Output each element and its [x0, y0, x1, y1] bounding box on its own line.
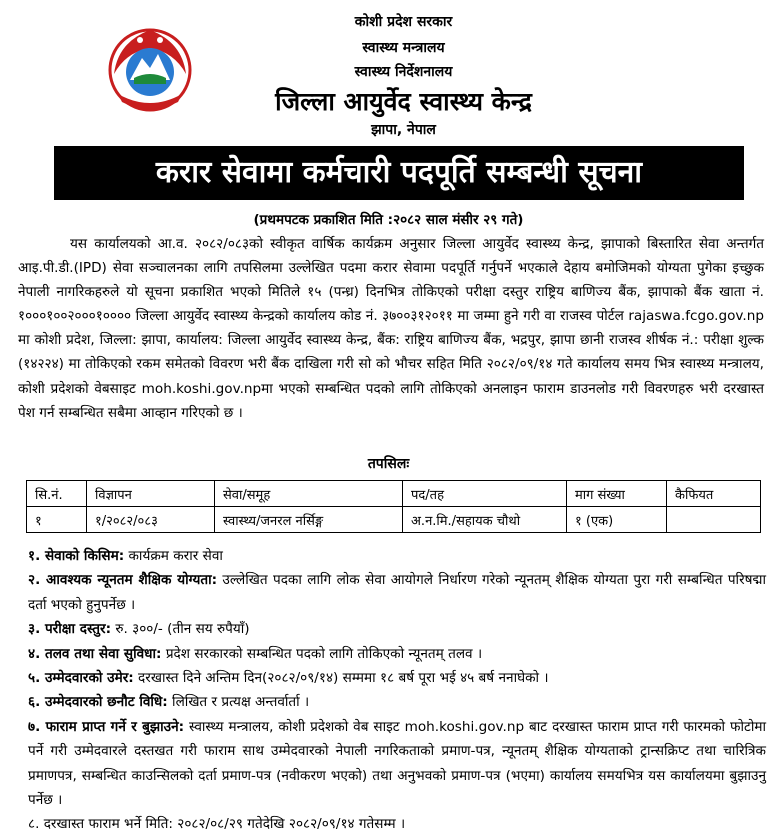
notice-body: यस कार्यालयको आ.व. २०८२/०८३को स्वीकृत वार्षिक कार्यक्रम अनुसार जिल्ला आयुर्वेद स्वास्थ्य केन्द्र, झापाको बिस्तारित सेवा अन्तर्गत आइ.पी.डी.(IPD) सेवा सञ्चालनका लागि तपसिलमा उल्लेखित पदमा करार सेवामा पदपूर्ति गर्नुपर्ने भएकाले देहाय बमोजिमको योग्यता पुगेका इच्छुक नेपाली नागरिकहरुले यो सूचना प्रकाशित भएको मितिले १५ (पन्ध्र) दिनभित्र तोकिएको परीक्षा दस्तुर राष्ट्रिय बाणिज्य बैंक, झापाको बैंक खाता नं. १०००१००२०००१०००० जिल्ला आयुर्वेद स्वास्थ्य केन्द्रको कार्यालय कोड नं. ३७००३१२०११ मा जम्मा हुने गरी वा राजस्व पोर्टल rajaswa.fcgo.gov.np मा कोशी प्रदेश, जिल्ला: झापा, कार्यालय: जिल्ला आयुर्वेद स्वास्थ्य केन्द्र, बैंक: राष्ट्रिय बाणिज्य बैंक, भद्रपुर, झापा छानी राजस्व शीर्षक नं.: परीक्षा शुल्क (१४२२४) मा तोकिएको रकम समेतको विवरण भरी बैंक दाखिला गरी सो को भौचर सहित मिति २०८२/०९/१४ गते कार्यालय समय भित्र स्वास्थ्य मन्त्रालय, कोशी प्रदेशको वेबसाइट moh.koshi.gov.npमा भएको सम्बन्धित पदको लागि तोकिएको अनलाइन फाराम डाउनलोड गरी विवरणहरु भरी दरखास्त पेश गर्न सम्बन्धित सबैमा आव्हान गरिएको छ ।	[18, 236, 764, 421]
list-item: ४. तलव तथा सेवा सुविधा: प्रदेश सरकारको सम्बन्धित पदको लागि तोकिएको न्यूनतम् तलव ।	[28, 645, 483, 662]
office-name: जिल्ला आयुर्वेद स्वास्थ्य केन्द्र	[275, 87, 532, 116]
table-header-row	[27, 481, 761, 507]
list-item: ८. दरखास्त फाराम भर्ने मिति: २०८२/०८/२९ गतेदेखि २०८२/०९/१४ गतेसम्म ।	[28, 816, 406, 833]
col-advertisement: विज्ञापन	[87, 481, 215, 507]
table-row	[27, 507, 761, 533]
office-location: झापा, नेपाल	[371, 122, 436, 138]
cell-service-group: स्वास्थ्य/जनरल नर्सिङ्ग	[215, 507, 403, 533]
ministry-name: स्वास्थ्य मन्त्रालय	[362, 40, 445, 56]
list-item: २. आवश्यक न्यूनतम शैक्षिक योग्यता: उल्लेखित पदका लागि लोक सेवा आयोगले निर्धारण गरेको न्यूनतम् शैक्षिक योग्यता पुरा गरी सम्बन्धित परिषद्मा दर्ता भएको हुनुपर्नेछ ।	[28, 572, 766, 613]
col-demand-count: माग संख्या	[567, 481, 667, 507]
conditions-list	[28, 544, 766, 837]
cell-remarks	[667, 507, 761, 533]
directorate-name: स्वास्थ्य निर्देशनालय	[354, 64, 453, 80]
cell-advertisement: १/२०८२/०८३	[87, 507, 215, 533]
list-item: ६. उम्मेदवारको छनौट विधि: लिखित र प्रत्यक्ष अन्तर्वार्ता ।	[28, 694, 310, 711]
details-heading: तपसिलः	[367, 456, 410, 472]
notice-title: करार सेवामा कर्मचारी पदपूर्ति सम्बन्धी सूचना	[54, 146, 744, 200]
publication-date: (प्रथमपटक प्रकाशित मिति :२०८२ साल मंसीर २९ गते)	[253, 212, 524, 228]
col-remarks: कैफियत	[667, 481, 761, 507]
col-service-group: सेवा/समूह	[215, 481, 403, 507]
list-item: ७. फाराम प्राप्त गर्ने र बुझाउने: स्वास्थ्य मन्त्रालय, कोशी प्रदेशको वेब साइट moh.koshi.gov.np बाट दरखास्त फाराम प्राप्त गरी फारमको फोटोमा पर्ने गरी उम्मेदवारले दस्तखत गरी फाराम साथ उम्मेदवारको नेपाली नगरिकताको प्रमाण-पत्र, न्यूनतम् शैक्षिक योग्यताको ट्रान्सक्रिप्ट तथा चारित्रिक प्रमाणपत्र, सम्बन्धित काउन्सिलको दर्ता प्रमाण-पत्र (नवीकरण भएको) तथा अनुभवको प्रमाण-पत्र (भएमा) कार्यालय समयभित्र यस कार्यालयमा बुझाउनु पर्नेछ ।	[28, 718, 766, 809]
cell-post-level: अ.न.मि./सहायक चौथो	[403, 507, 567, 533]
list-item: ५. उम्मेदवारको उमेर: दरखास्त दिने अन्तिम दिन(२०८२/०९/१४) सम्ममा १८ बर्ष पूरा भई ४५ बर्ष ननाघेको ।	[28, 670, 549, 687]
cell-demand-count: १ (एक)	[567, 507, 667, 533]
col-post-level: पद/तह	[403, 481, 567, 507]
letterhead	[0, 0, 777, 142]
govt-name: कोशी प्रदेश सरकार	[354, 14, 453, 30]
cell-sn: १	[27, 507, 87, 533]
vacancy-table	[26, 480, 761, 533]
col-sn: सि.नं.	[27, 481, 87, 507]
list-item: १. सेवाको किसिम: कार्यक्रम करार सेवा	[28, 548, 223, 564]
list-item: ३. परीक्षा दस्तुर: रु. ३००/- (तीन सय रुपैयाँ)	[28, 621, 250, 638]
